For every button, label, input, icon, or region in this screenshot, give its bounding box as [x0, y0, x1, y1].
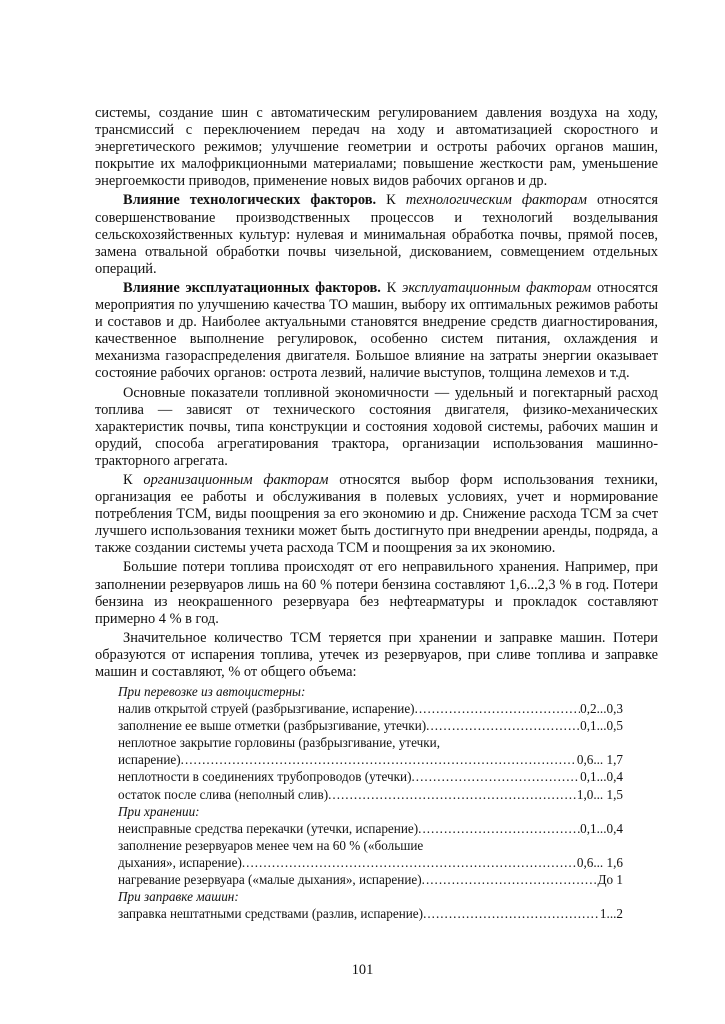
fuel-loss-list [118, 683, 623, 922]
list-item-value: 0,2...0,3 [580, 701, 623, 717]
dot-leader [181, 751, 577, 768]
list-item-label-line: заполнение резервуаров менее чем на 60 % («большие [118, 837, 424, 853]
list-item-value: 0,6... 1,7 [576, 752, 623, 768]
section-heading: Влияние эксплуатационных факторов. [123, 279, 381, 296]
paragraph [95, 559, 658, 627]
list-item-label: неисправные средства перекачки (утечки, испарение) [118, 820, 419, 836]
text-run: относятся выбор форм использования техники, организация ее работы и обслуживания в полевых условиях, учет и нормирование потребления ТСМ, виды поощрения за его экономию и др. Снижение расхода ТСМ за счет лучшего использования техники может быть достигнуто при внедрении аренды, подряда, а также создании системы учета расхода ТСМ и поощрения за их экономию. [95, 471, 658, 557]
text-run: системы, создание шин с автоматическим регулированием давления воздуха на ходу, трансмиссий с переключением передач на ходу и автоматизацией скоростного и энергетического режимов; улучшение геометрии и остроты рабочих органов машин, покрытие их малофрикционными материалами; повышение жесткости рам, уменьшение энергоемкости приводов, применение новых видов рабочих органов и др. [95, 105, 658, 190]
list-item [118, 820, 623, 837]
list-item-label: остаток после слива (неполный слив) [118, 786, 329, 802]
list-item-label: неплотности в соединениях трубопроводов (утечки) [118, 769, 412, 785]
text-run: относятся мероприятия по улучшению качества ТО машин, выбору их оптимальных режимов работы и составов и др. Наиболее актуальными становятся внедрение средств диагностирования, качественное выполнение регулировок, особенно систем питания, охлаждения и механизма газораспределения двигателя. Большое влияние на затраты энергии оказывает состояние рабочих органов: острота лезвий, наличие выступов, толщина лемехов и т.д. [95, 279, 659, 382]
paragraph [95, 385, 658, 470]
list-item-value: До 1 [597, 872, 623, 888]
section-heading: Влияние технологических факторов. [123, 192, 377, 209]
list-item-label: дыхания», испарение) [118, 854, 242, 870]
dot-leader [418, 820, 580, 837]
text-run: К [123, 471, 144, 488]
page-number: 101 [351, 962, 374, 978]
list-item [118, 854, 623, 871]
paragraph [95, 192, 658, 277]
list-item [118, 905, 623, 922]
dot-leader [412, 768, 581, 785]
text-run: относятся совершенствование производственных процессов и технологий возделывания сельскохозяйственных культур: нулевая и минимальная обработка почвы, прямой посев, замена отвальной обработки почвы чизельной, дискованием, совмещением отдельных операций. [95, 192, 659, 277]
paragraph [95, 105, 658, 190]
list-item-value: 1...2 [599, 906, 623, 922]
dot-leader [423, 905, 600, 922]
emphasis: организационным факторам [143, 471, 329, 488]
text-run: Большие потери топлива происходят от его неправильного хранения. Например, при заполнении резервуаров лишь на 60 % потери бензина составляют 1,6...2,3 % в год. Потери бензина из неокрашенного резервуара без нефтеарматуры и прокладок составляют примерно 4 % в год. [95, 559, 658, 627]
dot-leader [426, 717, 580, 734]
list-item-value: 0,6... 1,6 [576, 854, 623, 870]
text-run: К [376, 192, 406, 209]
paragraph [95, 630, 658, 681]
dot-leader [415, 700, 581, 717]
body-text [95, 105, 658, 683]
emphasis: технологическим факторам [405, 192, 587, 209]
list-category-heading: При хранении: [118, 803, 200, 819]
list-item [118, 751, 623, 768]
list-item-value: 1,0... 1,5 [576, 786, 623, 802]
text-run: Основные показатели топливной экономичности — удельный и погектарный расход топлива — зависят от технического состояния двигателя, физико-механических характеристик почвы, типа конструкции и состояния ходовой системы, рабочих машин и орудий, способа агрегатирования трактора, организации использования машинно-тракторного агрегата. [95, 384, 658, 469]
list-item-label: заполнение ее выше отметки (разбрызгивание, утечки) [118, 718, 427, 734]
list-item [118, 786, 623, 803]
paragraph [95, 472, 658, 557]
list-item [118, 871, 623, 888]
list-item [118, 717, 623, 734]
dot-leader [422, 871, 598, 888]
list-item-label: испарение) [118, 752, 181, 768]
list-item-label: заправка нештатными средствами (разлив, испарение) [118, 906, 424, 922]
list-item-value: 0,1...0,5 [580, 718, 623, 734]
text-run: К [380, 279, 403, 296]
list-item-label: нагревание резервуара («малые дыхания», испарение) [118, 872, 422, 888]
paragraph [95, 280, 658, 383]
list-item-label: налив открытой струей (разбрызгивание, испарение) [118, 701, 415, 717]
dot-leader [328, 786, 577, 803]
list-item-value: 0,1...0,4 [580, 769, 623, 785]
list-item-value: 0,1...0,4 [580, 820, 623, 836]
list-category-heading: При заправке машин: [118, 889, 239, 905]
text-run: Значительное количество ТСМ теряется при хранении и заправке машин. Потери образуются от испарения топлива, утечек из резервуаров, при сливе топлива и заправке машин и составляют, % от общего объема: [95, 629, 658, 680]
emphasis: эксплуатационным факторам [402, 279, 592, 296]
list-item-label-line: неплотное закрытие горловины (разбрызгивание, утечки, [118, 735, 440, 751]
dot-leader [242, 854, 577, 871]
list-item [118, 768, 623, 785]
list-category-heading: При перевозке из автоцистерны: [118, 684, 306, 699]
list-item [118, 700, 623, 717]
